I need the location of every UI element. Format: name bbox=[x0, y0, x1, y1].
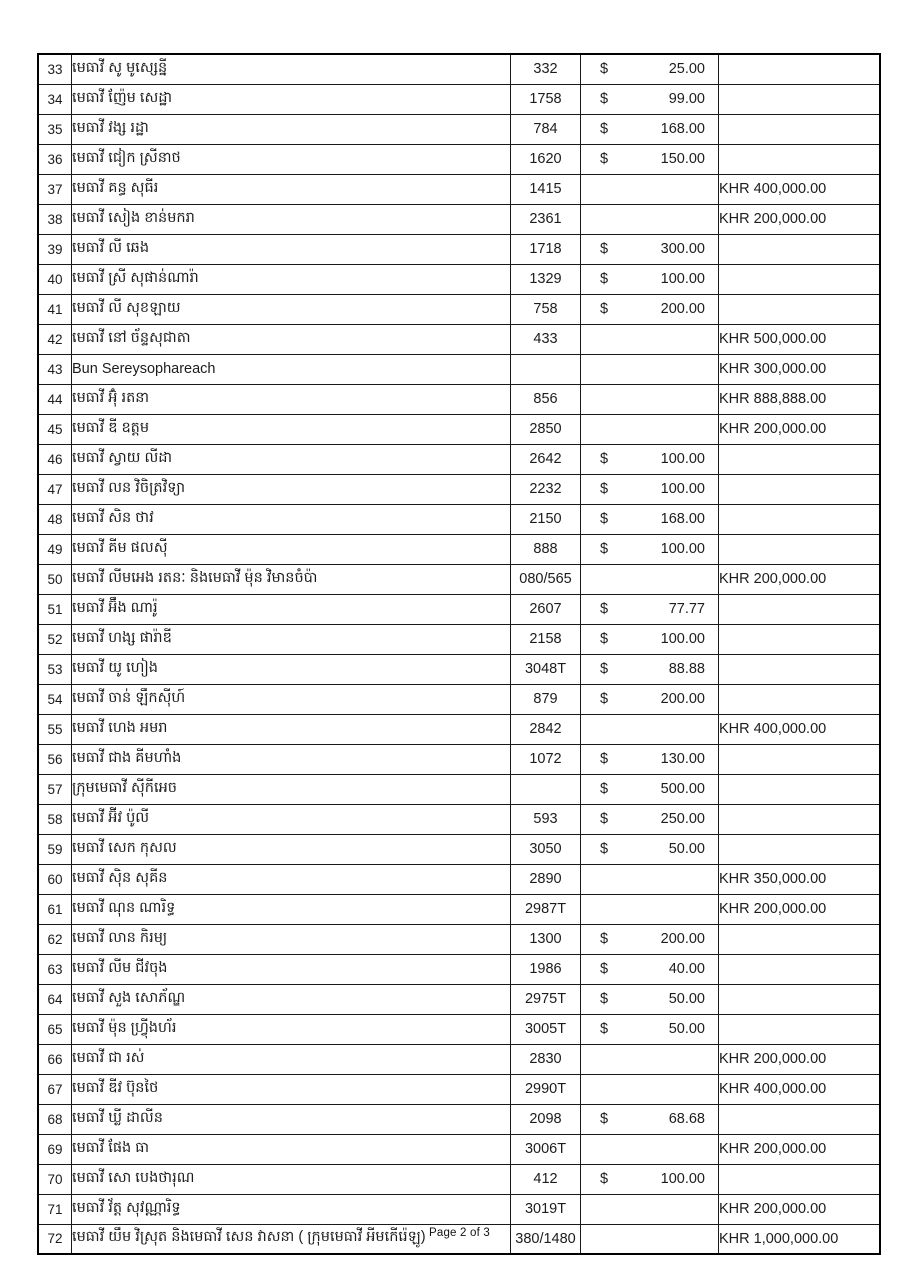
row-number: 71 bbox=[38, 1194, 72, 1224]
usd-amount-cell bbox=[581, 1134, 719, 1164]
row-number: 43 bbox=[38, 354, 72, 384]
dollar-sign: $ bbox=[600, 751, 609, 767]
member-id: 2607 bbox=[511, 594, 581, 624]
khr-amount bbox=[719, 264, 881, 294]
usd-amount-cell bbox=[581, 114, 719, 144]
table-row bbox=[38, 624, 880, 654]
lawyer-name: មេធាវី លីមអេង រតនៈ និងមេធាវី ម៉ុន វិមានចំប៉ា bbox=[72, 564, 511, 594]
khr-amount bbox=[719, 504, 881, 534]
usd-amount: 200.00 bbox=[660, 301, 705, 317]
usd-amount-cell bbox=[581, 204, 719, 234]
lawyer-name: មេធាវី ឌីវ ប៊ុនថៃ bbox=[72, 1074, 511, 1104]
table-row bbox=[38, 264, 880, 294]
usd-amount: 100.00 bbox=[660, 481, 705, 497]
dollar-sign: $ bbox=[600, 811, 609, 827]
dollar-sign: $ bbox=[600, 601, 609, 617]
usd-amount: 100.00 bbox=[660, 541, 705, 557]
usd-amount-cell bbox=[581, 234, 719, 264]
member-id: 2830 bbox=[511, 1044, 581, 1074]
table-row bbox=[38, 114, 880, 144]
lawyer-name: មេធាវី លី ឆេង bbox=[72, 234, 511, 264]
member-id: 1758 bbox=[511, 84, 581, 114]
lawyer-name: មេធាវី យូ ហៀង bbox=[72, 654, 511, 684]
usd-amount-cell bbox=[581, 714, 719, 744]
member-id: 2232 bbox=[511, 474, 581, 504]
table-row bbox=[38, 1044, 880, 1074]
table-row bbox=[38, 504, 880, 534]
lawyer-name: មេធាវី ម៉ុន ហ្វ្រុីងហ័រ bbox=[72, 1014, 511, 1044]
dollar-sign: $ bbox=[600, 271, 609, 287]
lawyer-payment-table bbox=[37, 53, 881, 1255]
usd-amount-cell bbox=[581, 414, 719, 444]
table-row bbox=[38, 474, 880, 504]
usd-amount-cell bbox=[581, 384, 719, 414]
khr-amount: KHR 200,000.00 bbox=[719, 204, 881, 234]
row-number: 55 bbox=[38, 714, 72, 744]
usd-amount-cell bbox=[581, 534, 719, 564]
khr-amount: KHR 400,000.00 bbox=[719, 174, 881, 204]
lawyer-name: មេធាវី លន វិចិត្រវិទ្យា bbox=[72, 474, 511, 504]
usd-amount-cell bbox=[581, 324, 719, 354]
khr-amount: KHR 400,000.00 bbox=[719, 714, 881, 744]
row-number: 38 bbox=[38, 204, 72, 234]
khr-amount bbox=[719, 1164, 881, 1194]
usd-amount-cell bbox=[581, 84, 719, 114]
table-row bbox=[38, 654, 880, 684]
khr-amount bbox=[719, 54, 881, 84]
member-id: 888 bbox=[511, 534, 581, 564]
usd-amount: 77.77 bbox=[668, 601, 705, 617]
dollar-sign: $ bbox=[600, 151, 609, 167]
dollar-sign: $ bbox=[600, 1171, 609, 1187]
member-id: 3005T bbox=[511, 1014, 581, 1044]
usd-amount: 250.00 bbox=[660, 811, 705, 827]
table-row bbox=[38, 1134, 880, 1164]
khr-amount bbox=[719, 444, 881, 474]
member-id: 3006T bbox=[511, 1134, 581, 1164]
khr-amount: KHR 500,000.00 bbox=[719, 324, 881, 354]
member-id: 1620 bbox=[511, 144, 581, 174]
lawyer-name: មេធាវី ជា រស់ bbox=[72, 1044, 511, 1074]
khr-amount bbox=[719, 114, 881, 144]
table-row bbox=[38, 444, 880, 474]
khr-amount bbox=[719, 924, 881, 954]
member-id: 1072 bbox=[511, 744, 581, 774]
usd-amount: 150.00 bbox=[660, 151, 705, 167]
usd-amount-cell bbox=[581, 264, 719, 294]
table-row bbox=[38, 384, 880, 414]
table-row bbox=[38, 774, 880, 804]
usd-amount-cell bbox=[581, 864, 719, 894]
row-number: 44 bbox=[38, 384, 72, 414]
khr-amount: KHR 200,000.00 bbox=[719, 564, 881, 594]
dollar-sign: $ bbox=[600, 931, 609, 947]
member-id: 1329 bbox=[511, 264, 581, 294]
lawyer-name: មេធាវី លាន កិរម្យ bbox=[72, 924, 511, 954]
lawyer-name: មេធាវី ណុន ណារិទ្ធ bbox=[72, 894, 511, 924]
usd-amount: 50.00 bbox=[668, 841, 705, 857]
khr-amount: KHR 200,000.00 bbox=[719, 1194, 881, 1224]
lawyer-name: មេធាវី យឹម វិស្រុត និងមេធាវី សេន វាសនា ( ក្រុមមេធាវី អីមកើរ៉េឡូ) bbox=[72, 1224, 511, 1254]
usd-amount-cell bbox=[581, 1104, 719, 1134]
usd-amount: 200.00 bbox=[660, 691, 705, 707]
row-number: 59 bbox=[38, 834, 72, 864]
dollar-sign: $ bbox=[600, 61, 609, 78]
dollar-sign: $ bbox=[600, 991, 609, 1007]
usd-amount-cell bbox=[581, 894, 719, 924]
lawyer-name: មេធាវី ឌី ឧត្តម bbox=[72, 414, 511, 444]
member-id: 1300 bbox=[511, 924, 581, 954]
khr-amount: KHR 300,000.00 bbox=[719, 354, 881, 384]
row-number: 36 bbox=[38, 144, 72, 174]
member-id: 2987T bbox=[511, 894, 581, 924]
usd-amount: 168.00 bbox=[660, 511, 705, 527]
row-number: 47 bbox=[38, 474, 72, 504]
khr-amount bbox=[719, 1014, 881, 1044]
usd-amount-cell bbox=[581, 444, 719, 474]
row-number: 69 bbox=[38, 1134, 72, 1164]
table-row bbox=[38, 984, 880, 1014]
member-id: 2150 bbox=[511, 504, 581, 534]
row-number: 60 bbox=[38, 864, 72, 894]
member-id: 3019T bbox=[511, 1194, 581, 1224]
table-row bbox=[38, 1104, 880, 1134]
row-number: 49 bbox=[38, 534, 72, 564]
khr-amount bbox=[719, 534, 881, 564]
usd-amount-cell bbox=[581, 564, 719, 594]
table-row bbox=[38, 234, 880, 264]
khr-amount: KHR 200,000.00 bbox=[719, 1044, 881, 1074]
khr-amount bbox=[719, 294, 881, 324]
row-number: 57 bbox=[38, 774, 72, 804]
khr-amount bbox=[719, 624, 881, 654]
table-row bbox=[38, 204, 880, 234]
member-id: 2842 bbox=[511, 714, 581, 744]
table-row bbox=[38, 294, 880, 324]
row-number: 34 bbox=[38, 84, 72, 114]
lawyer-name: មេធាវី ស្រី សុផាន់ណារ៉ា bbox=[72, 264, 511, 294]
usd-amount: 25.00 bbox=[668, 61, 705, 78]
member-id: 332 bbox=[511, 54, 581, 84]
row-number: 51 bbox=[38, 594, 72, 624]
lawyer-name: មេធាវី ស្វាយ លីដា bbox=[72, 444, 511, 474]
khr-amount: KHR 350,000.00 bbox=[719, 864, 881, 894]
khr-amount: KHR 200,000.00 bbox=[719, 894, 881, 924]
usd-amount: 100.00 bbox=[660, 451, 705, 467]
usd-amount-cell bbox=[581, 474, 719, 504]
member-id: 412 bbox=[511, 1164, 581, 1194]
lawyer-name: មេធាវី លីម ជីវចុង bbox=[72, 954, 511, 984]
table-row bbox=[38, 894, 880, 924]
table-body bbox=[38, 54, 880, 1254]
member-id: 2098 bbox=[511, 1104, 581, 1134]
lawyer-name: មេធាវី ញ៉ែម សេដ្ឋា bbox=[72, 84, 511, 114]
lawyer-name: មេធាវី សួង សោភ័ណ្ឌ bbox=[72, 984, 511, 1014]
member-id: 856 bbox=[511, 384, 581, 414]
lawyer-name: មេធាវី គន្ធ សុធីរ bbox=[72, 174, 511, 204]
usd-amount-cell bbox=[581, 1074, 719, 1104]
table-row bbox=[38, 1194, 880, 1224]
member-id: 2890 bbox=[511, 864, 581, 894]
row-number: 68 bbox=[38, 1104, 72, 1134]
khr-amount bbox=[719, 474, 881, 504]
usd-amount-cell bbox=[581, 834, 719, 864]
lawyer-name: ក្រុមមេធាវី ស៊ីកីអេច bbox=[72, 774, 511, 804]
page-number-footer: Page 2 of 3 bbox=[429, 1227, 491, 1239]
khr-amount bbox=[719, 834, 881, 864]
row-number: 65 bbox=[38, 1014, 72, 1044]
usd-amount-cell bbox=[581, 294, 719, 324]
table-row bbox=[38, 324, 880, 354]
row-number: 42 bbox=[38, 324, 72, 354]
lawyer-name: មេធាវី សិន ថាវ bbox=[72, 504, 511, 534]
khr-amount bbox=[719, 954, 881, 984]
table-row bbox=[38, 804, 880, 834]
lawyer-name: មេធាវី វង្ស រដ្ឋា bbox=[72, 114, 511, 144]
lawyer-name: មេធាវី សេក កុសល bbox=[72, 834, 511, 864]
lawyer-name: មេធាវី ស៊ិន សុគីន bbox=[72, 864, 511, 894]
row-number: 53 bbox=[38, 654, 72, 684]
usd-amount-cell bbox=[581, 984, 719, 1014]
lawyer-name: មេធាវី អ៊ឹង ណារ៉ូ bbox=[72, 594, 511, 624]
row-number: 46 bbox=[38, 444, 72, 474]
table-row bbox=[38, 1014, 880, 1044]
table-row bbox=[38, 174, 880, 204]
member-id: 080/565 bbox=[511, 564, 581, 594]
usd-amount-cell bbox=[581, 744, 719, 774]
usd-amount-cell bbox=[581, 144, 719, 174]
dollar-sign: $ bbox=[600, 1111, 609, 1127]
usd-amount: 300.00 bbox=[660, 241, 705, 257]
table-row bbox=[38, 834, 880, 864]
member-id: 3048T bbox=[511, 654, 581, 684]
table-row bbox=[38, 924, 880, 954]
row-number: 62 bbox=[38, 924, 72, 954]
row-number: 64 bbox=[38, 984, 72, 1014]
dollar-sign: $ bbox=[600, 1021, 609, 1037]
lawyer-name: មេធាវី ឃ្លី ដាលីន bbox=[72, 1104, 511, 1134]
usd-amount: 40.00 bbox=[668, 961, 705, 977]
usd-amount: 100.00 bbox=[660, 631, 705, 647]
usd-amount: 50.00 bbox=[668, 1021, 705, 1037]
usd-amount: 168.00 bbox=[660, 121, 705, 137]
row-number: 37 bbox=[38, 174, 72, 204]
usd-amount: 100.00 bbox=[660, 1171, 705, 1187]
usd-amount: 100.00 bbox=[660, 271, 705, 287]
lawyer-name: មេធាវី អ៊ីវ ប៉ូលី bbox=[72, 804, 511, 834]
row-number: 54 bbox=[38, 684, 72, 714]
khr-amount bbox=[719, 744, 881, 774]
lawyer-name: មេធាវី គីម ផលស៊ី bbox=[72, 534, 511, 564]
usd-amount-cell bbox=[581, 684, 719, 714]
khr-amount bbox=[719, 654, 881, 684]
member-id: 3050 bbox=[511, 834, 581, 864]
usd-amount: 99.00 bbox=[668, 91, 705, 107]
lawyer-name: មេធាវី ចាន់ ឡឹកស៊ីហ៍ bbox=[72, 684, 511, 714]
member-id bbox=[511, 354, 581, 384]
row-number: 50 bbox=[38, 564, 72, 594]
khr-amount bbox=[719, 594, 881, 624]
dollar-sign: $ bbox=[600, 541, 609, 557]
usd-amount-cell bbox=[581, 954, 719, 984]
usd-amount-cell bbox=[581, 174, 719, 204]
lawyer-name: មេធាវី លី សុខឡាយ bbox=[72, 294, 511, 324]
khr-amount bbox=[719, 984, 881, 1014]
table-row bbox=[38, 564, 880, 594]
dollar-sign: $ bbox=[600, 841, 609, 857]
lawyer-name: មេធាវី ហេង អមរា bbox=[72, 714, 511, 744]
table-row bbox=[38, 954, 880, 984]
member-id: 1718 bbox=[511, 234, 581, 264]
member-id: 2975T bbox=[511, 984, 581, 1014]
lawyer-name: មេធាវី នៅ ច័ន្ទសុជាតា bbox=[72, 324, 511, 354]
dollar-sign: $ bbox=[600, 781, 609, 797]
member-id: 433 bbox=[511, 324, 581, 354]
usd-amount-cell bbox=[581, 1164, 719, 1194]
member-id: 2361 bbox=[511, 204, 581, 234]
table-row bbox=[38, 414, 880, 444]
row-number: 33 bbox=[38, 54, 72, 84]
lawyer-name: មេធាវី ផែង ធា bbox=[72, 1134, 511, 1164]
table-row bbox=[38, 864, 880, 894]
usd-amount-cell bbox=[581, 774, 719, 804]
usd-amount: 50.00 bbox=[668, 991, 705, 1007]
member-id: 2642 bbox=[511, 444, 581, 474]
lawyer-name: មេធាវី ហង្ស ផារ៉ាឌី bbox=[72, 624, 511, 654]
dollar-sign: $ bbox=[600, 91, 609, 107]
row-number: 40 bbox=[38, 264, 72, 294]
usd-amount: 130.00 bbox=[660, 751, 705, 767]
khr-amount bbox=[719, 84, 881, 114]
member-id: 784 bbox=[511, 114, 581, 144]
row-number: 35 bbox=[38, 114, 72, 144]
usd-amount-cell bbox=[581, 624, 719, 654]
table-row bbox=[38, 54, 880, 84]
row-number: 48 bbox=[38, 504, 72, 534]
usd-amount-cell bbox=[581, 594, 719, 624]
table-row bbox=[38, 1074, 880, 1104]
table-row bbox=[38, 714, 880, 744]
usd-amount-cell bbox=[581, 54, 719, 84]
member-id: 380/1480 bbox=[511, 1224, 581, 1254]
dollar-sign: $ bbox=[600, 511, 609, 527]
row-number: 61 bbox=[38, 894, 72, 924]
row-number: 67 bbox=[38, 1074, 72, 1104]
lawyer-name: មេធាវី សោ បេងថារុណ bbox=[72, 1164, 511, 1194]
row-number: 66 bbox=[38, 1044, 72, 1074]
row-number: 41 bbox=[38, 294, 72, 324]
row-number: 56 bbox=[38, 744, 72, 774]
khr-amount: KHR 888,888.00 bbox=[719, 384, 881, 414]
usd-amount-cell bbox=[581, 354, 719, 384]
lawyer-name: មេធាវី សៀង ខាន់មករា bbox=[72, 204, 511, 234]
khr-amount bbox=[719, 234, 881, 264]
usd-amount: 68.68 bbox=[668, 1111, 705, 1127]
row-number: 39 bbox=[38, 234, 72, 264]
khr-amount: KHR 200,000.00 bbox=[719, 414, 881, 444]
usd-amount-cell bbox=[581, 1044, 719, 1074]
member-id: 758 bbox=[511, 294, 581, 324]
row-number: 70 bbox=[38, 1164, 72, 1194]
row-number: 63 bbox=[38, 954, 72, 984]
lawyer-name: មេធាវី អ៊ុំ រតនា bbox=[72, 384, 511, 414]
table-row bbox=[38, 144, 880, 174]
usd-amount-cell bbox=[581, 924, 719, 954]
dollar-sign: $ bbox=[600, 121, 609, 137]
row-number: 58 bbox=[38, 804, 72, 834]
dollar-sign: $ bbox=[600, 301, 609, 317]
table-row bbox=[38, 84, 880, 114]
member-id: 879 bbox=[511, 684, 581, 714]
dollar-sign: $ bbox=[600, 661, 609, 677]
usd-amount: 88.88 bbox=[668, 661, 705, 677]
table-row bbox=[38, 354, 880, 384]
dollar-sign: $ bbox=[600, 961, 609, 977]
khr-amount: KHR 1,000,000.00 bbox=[719, 1224, 881, 1254]
lawyer-name: Bun Sereysophareach bbox=[72, 354, 511, 384]
member-id: 1986 bbox=[511, 954, 581, 984]
usd-amount-cell bbox=[581, 504, 719, 534]
lawyer-name: មេធាវី ជៀក ស្រីនាថ bbox=[72, 144, 511, 174]
usd-amount: 200.00 bbox=[660, 931, 705, 947]
usd-amount: 500.00 bbox=[660, 781, 705, 797]
dollar-sign: $ bbox=[600, 481, 609, 497]
table-row bbox=[38, 1164, 880, 1194]
khr-amount bbox=[719, 804, 881, 834]
dollar-sign: $ bbox=[600, 241, 609, 257]
table-row bbox=[38, 684, 880, 714]
usd-amount-cell bbox=[581, 1224, 719, 1254]
dollar-sign: $ bbox=[600, 631, 609, 647]
lawyer-name: មេធាវី សូ មូស្សេន្នី bbox=[72, 54, 511, 84]
lawyer-name: មេធាវី ជាង គីមហាំង bbox=[72, 744, 511, 774]
usd-amount-cell bbox=[581, 654, 719, 684]
lawyer-name: មេធាវី វ័ត្ត សុវណ្ណារិទ្ធ bbox=[72, 1194, 511, 1224]
khr-amount: KHR 400,000.00 bbox=[719, 1074, 881, 1104]
usd-amount-cell bbox=[581, 1194, 719, 1224]
khr-amount bbox=[719, 144, 881, 174]
khr-amount bbox=[719, 1104, 881, 1134]
table-row bbox=[38, 594, 880, 624]
khr-amount bbox=[719, 684, 881, 714]
member-id bbox=[511, 774, 581, 804]
usd-amount-cell bbox=[581, 1014, 719, 1044]
row-number: 45 bbox=[38, 414, 72, 444]
khr-amount: KHR 200,000.00 bbox=[719, 1134, 881, 1164]
table-row bbox=[38, 534, 880, 564]
table-row bbox=[38, 744, 880, 774]
member-id: 2990T bbox=[511, 1074, 581, 1104]
dollar-sign: $ bbox=[600, 691, 609, 707]
row-number: 52 bbox=[38, 624, 72, 654]
dollar-sign: $ bbox=[600, 451, 609, 467]
row-number: 72 bbox=[38, 1224, 72, 1254]
member-id: 593 bbox=[511, 804, 581, 834]
khr-amount bbox=[719, 774, 881, 804]
member-id: 1415 bbox=[511, 174, 581, 204]
member-id: 2850 bbox=[511, 414, 581, 444]
member-id: 2158 bbox=[511, 624, 581, 654]
usd-amount-cell bbox=[581, 804, 719, 834]
